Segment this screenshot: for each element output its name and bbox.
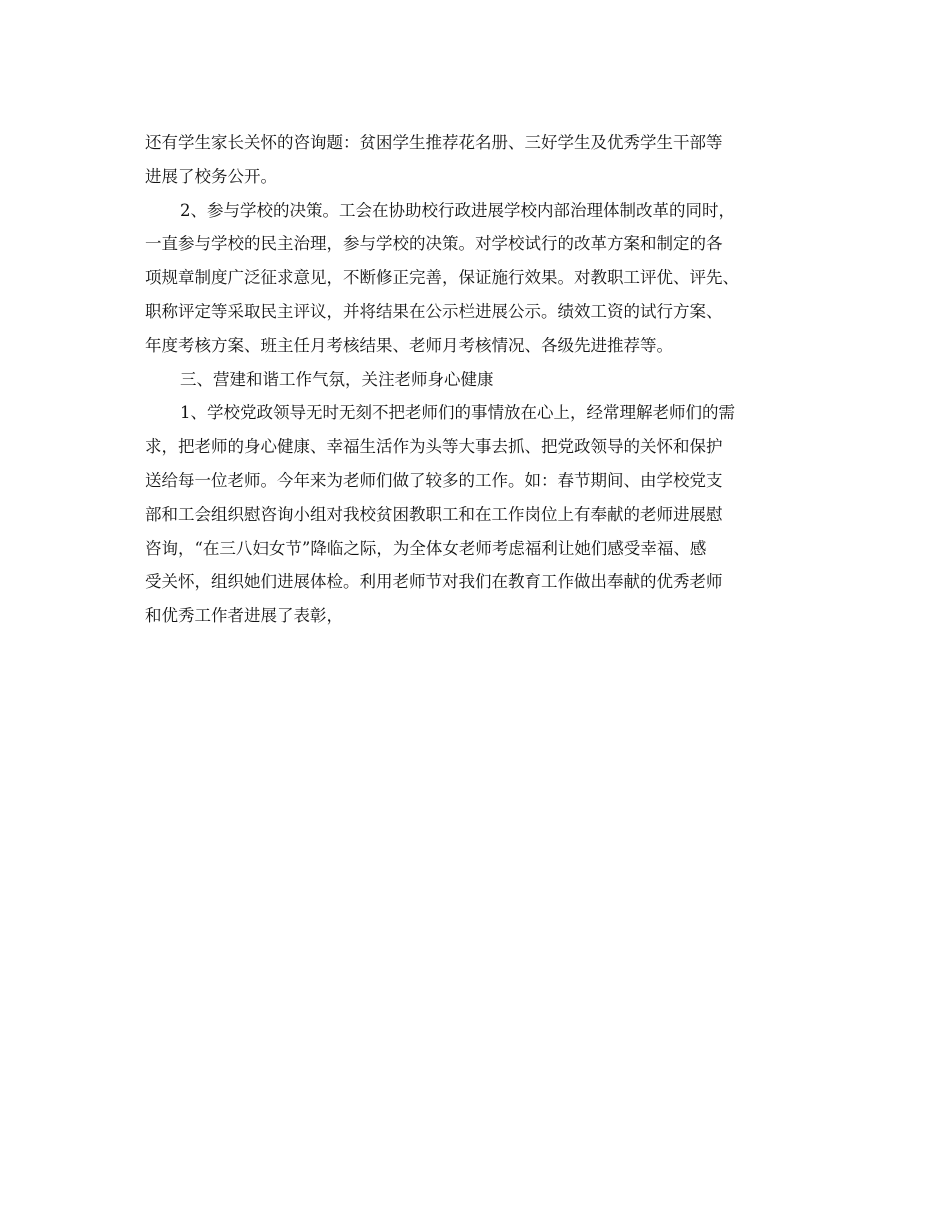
text-line: 部和工会组织慰咨询小组对我校贫困教职工和在工作岗位上有奉献的老师进展慰 [145, 504, 723, 524]
text-line: 送给每一位老师。今年来为老师们做了较多的工作。如：春节期间、由学校党支 [145, 470, 723, 490]
text-line: 还有学生家长关怀的咨询题：贫困学生推荐花名册、三好学生及优秀学生干部等 [145, 133, 723, 152]
text-line: 年度考核方案、班主任月考核结果、老师月考核情况、各级先进推荐等。 [145, 335, 673, 355]
text-line: 进展了校务公开。 [145, 166, 277, 186]
section-heading: 三、营建和谐工作气氛，关注老师身心健康 [180, 369, 494, 389]
body-text [145, 126, 810, 633]
text-line: 一直参与学校的民主治理，参与学校的决策。对学校试行的改革方案和制定的各 [145, 234, 723, 254]
text-line: 受关怀，组织她们进展体检。利用老师节对我们在教育工作做出奉献的优秀老师 [145, 572, 723, 592]
text-line: 和优秀工作者进展了表彰， [145, 606, 343, 626]
text-line: 1、学校党政领导无时无刻不把老师们的事情放在心上，经常理解老师们的需 [180, 403, 735, 423]
text-line: 咨询，“在三八妇女节”降临之际，为全体女老师考虑福利让她们感受幸福、感 [145, 538, 707, 558]
text-line: 2、参与学校的决策。工会在协助校行政进展学校内部治理体制改革的同时， [180, 200, 735, 220]
text-line: 项规章制度广泛征求意见，不断修正完善，保证施行效果。对教职工评优、评先、 [145, 268, 739, 288]
text-line: 求，把老师的身心健康、幸福生活作为头等大事去抓、把党政领导的关怀和保护 [145, 437, 723, 457]
text-line: 职称评定等采取民主评议，并将结果在公示栏进展公示。绩效工资的试行方案、 [145, 301, 723, 321]
